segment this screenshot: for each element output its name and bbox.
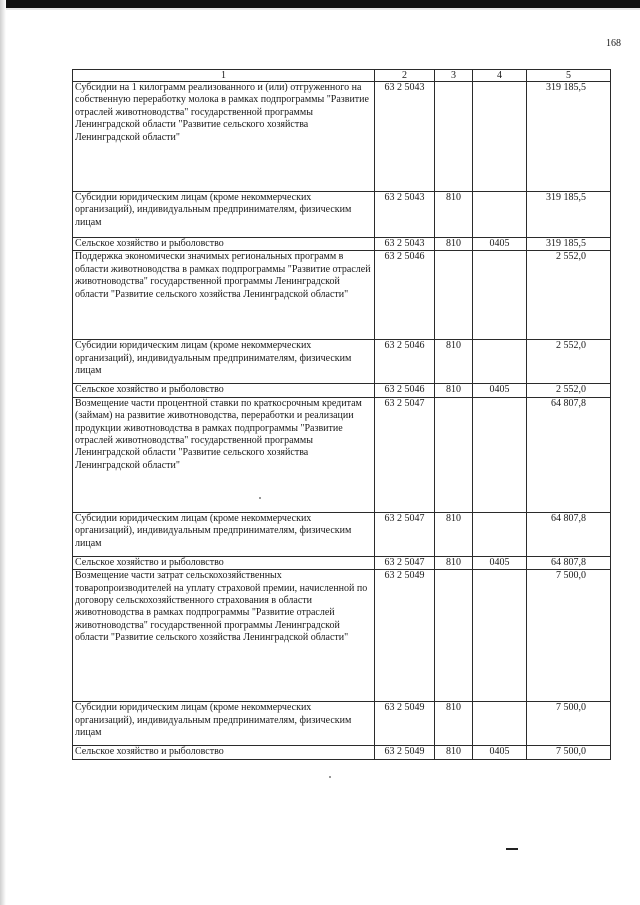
row-target-code: 63 2 5043 xyxy=(375,82,435,192)
row-target-code: 63 2 5049 xyxy=(375,746,435,759)
scan-left-shadow xyxy=(0,0,6,905)
row-expense-type xyxy=(435,251,473,340)
table-row xyxy=(73,82,611,192)
table-row xyxy=(73,340,611,384)
header-row xyxy=(73,70,611,82)
row-section-code xyxy=(473,251,527,340)
row-description: Субсидии юридическим лицам (кроме некоммерческих организаций), индивидуальным предпринимателям, физическим лицам xyxy=(73,702,375,746)
row-expense-type: 810 xyxy=(435,238,473,251)
row-expense-type xyxy=(435,82,473,192)
row-amount: 7 500,0 xyxy=(527,570,611,702)
row-description: Сельское хозяйство и рыболовство xyxy=(73,746,375,759)
row-section-code xyxy=(473,192,527,238)
page-number: 168 xyxy=(606,38,621,49)
scan-black-bar xyxy=(0,0,640,8)
row-description: Поддержка экономически значимых региональных программ в области животноводства в рамках подпрограммы "Развитие отраслей животноводства" государственной программы Ленинградской области "Развитие сельского хозяйства Ленинградской области" xyxy=(73,251,375,340)
row-expense-type: 810 xyxy=(435,384,473,397)
row-expense-type: 810 xyxy=(435,192,473,238)
row-section-code xyxy=(473,340,527,384)
row-target-code: 63 2 5047 xyxy=(375,556,435,569)
row-description: Субсидии юридическим лицам (кроме некоммерческих организаций), индивидуальным предпринимателям, физическим лицам xyxy=(73,192,375,238)
header-col-5: 5 xyxy=(527,70,611,82)
row-description: Возмещение части затрат сельскохозяйственных товаропроизводителей на уплату страховой премии, начисленной по договору сельскохозяйственного страхования в области животноводства в рамках подпрограммы "Развитие отраслей животноводства" государственной программы Ленинградской области "Развитие сельского хозяйства Ленинградской области" xyxy=(73,570,375,702)
row-target-code: 63 2 5049 xyxy=(375,702,435,746)
table-row xyxy=(73,702,611,746)
row-description: Субсидии юридическим лицам (кроме некоммерческих организаций), индивидуальным предпринимателям, физическим лицам xyxy=(73,340,375,384)
row-amount: 319 185,5 xyxy=(527,82,611,192)
row-amount: 319 185,5 xyxy=(527,238,611,251)
row-amount: 64 807,8 xyxy=(527,556,611,569)
table-row xyxy=(73,384,611,397)
row-amount: 2 552,0 xyxy=(527,251,611,340)
row-section-code: 0405 xyxy=(473,238,527,251)
header-col-2: 2 xyxy=(375,70,435,82)
row-section-code xyxy=(473,82,527,192)
row-target-code: 63 2 5046 xyxy=(375,251,435,340)
row-target-code: 63 2 5047 xyxy=(375,512,435,556)
table-row xyxy=(73,238,611,251)
table-row xyxy=(73,251,611,340)
row-target-code: 63 2 5049 xyxy=(375,570,435,702)
table-row xyxy=(73,570,611,702)
row-expense-type: 810 xyxy=(435,746,473,759)
table-row xyxy=(73,512,611,556)
row-target-code: 63 2 5046 xyxy=(375,340,435,384)
row-description: Сельское хозяйство и рыболовство xyxy=(73,238,375,251)
header-col-1: 1 xyxy=(73,70,375,82)
row-target-code: 63 2 5047 xyxy=(375,397,435,512)
row-section-code xyxy=(473,570,527,702)
row-description: Возмещение части процентной ставки по краткосрочным кредитам (займам) на развитие животноводства, переработки и реализации продукции животноводства в рамках подпрограммы "Развитие отраслей животноводства" государственной программы Ленинградской области "Развитие сельского хозяйства Ленинградской области" xyxy=(73,397,375,512)
row-amount: 319 185,5 xyxy=(527,192,611,238)
header-col-4: 4 xyxy=(473,70,527,82)
scan-speck xyxy=(259,497,261,499)
row-section-code xyxy=(473,512,527,556)
row-section-code: 0405 xyxy=(473,556,527,569)
row-target-code: 63 2 5043 xyxy=(375,238,435,251)
budget-table xyxy=(72,69,611,760)
row-expense-type xyxy=(435,570,473,702)
row-expense-type: 810 xyxy=(435,340,473,384)
row-description: Сельское хозяйство и рыболовство xyxy=(73,384,375,397)
row-expense-type: 810 xyxy=(435,512,473,556)
row-amount: 2 552,0 xyxy=(527,384,611,397)
row-amount: 64 807,8 xyxy=(527,397,611,512)
scan-top-edge xyxy=(0,0,640,10)
row-amount: 7 500,0 xyxy=(527,702,611,746)
header-col-3: 3 xyxy=(435,70,473,82)
row-target-code: 63 2 5043 xyxy=(375,192,435,238)
table-row xyxy=(73,397,611,512)
row-amount: 64 807,8 xyxy=(527,512,611,556)
table-row xyxy=(73,192,611,238)
row-expense-type: 810 xyxy=(435,556,473,569)
table-row xyxy=(73,746,611,759)
row-section-code xyxy=(473,397,527,512)
row-expense-type: 810 xyxy=(435,702,473,746)
row-section-code: 0405 xyxy=(473,746,527,759)
row-description: Субсидии юридическим лицам (кроме некоммерческих организаций), индивидуальным предпринимателям, физическим лицам xyxy=(73,512,375,556)
row-amount: 7 500,0 xyxy=(527,746,611,759)
row-amount: 2 552,0 xyxy=(527,340,611,384)
scan-speck xyxy=(329,776,331,778)
row-target-code: 63 2 5046 xyxy=(375,384,435,397)
row-section-code: 0405 xyxy=(473,384,527,397)
row-description: Субсидии на 1 килограмм реализованного и (или) отгруженного на собственную переработку молока в рамках подпрограммы "Развитие отраслей животноводства" государственной программы Ленинградской области "Развитие сельского хозяйства Ленинградской области" xyxy=(73,82,375,192)
row-section-code xyxy=(473,702,527,746)
row-expense-type xyxy=(435,397,473,512)
table-row xyxy=(73,556,611,569)
scan-dash-mark xyxy=(506,848,518,850)
row-description: Сельское хозяйство и рыболовство xyxy=(73,556,375,569)
